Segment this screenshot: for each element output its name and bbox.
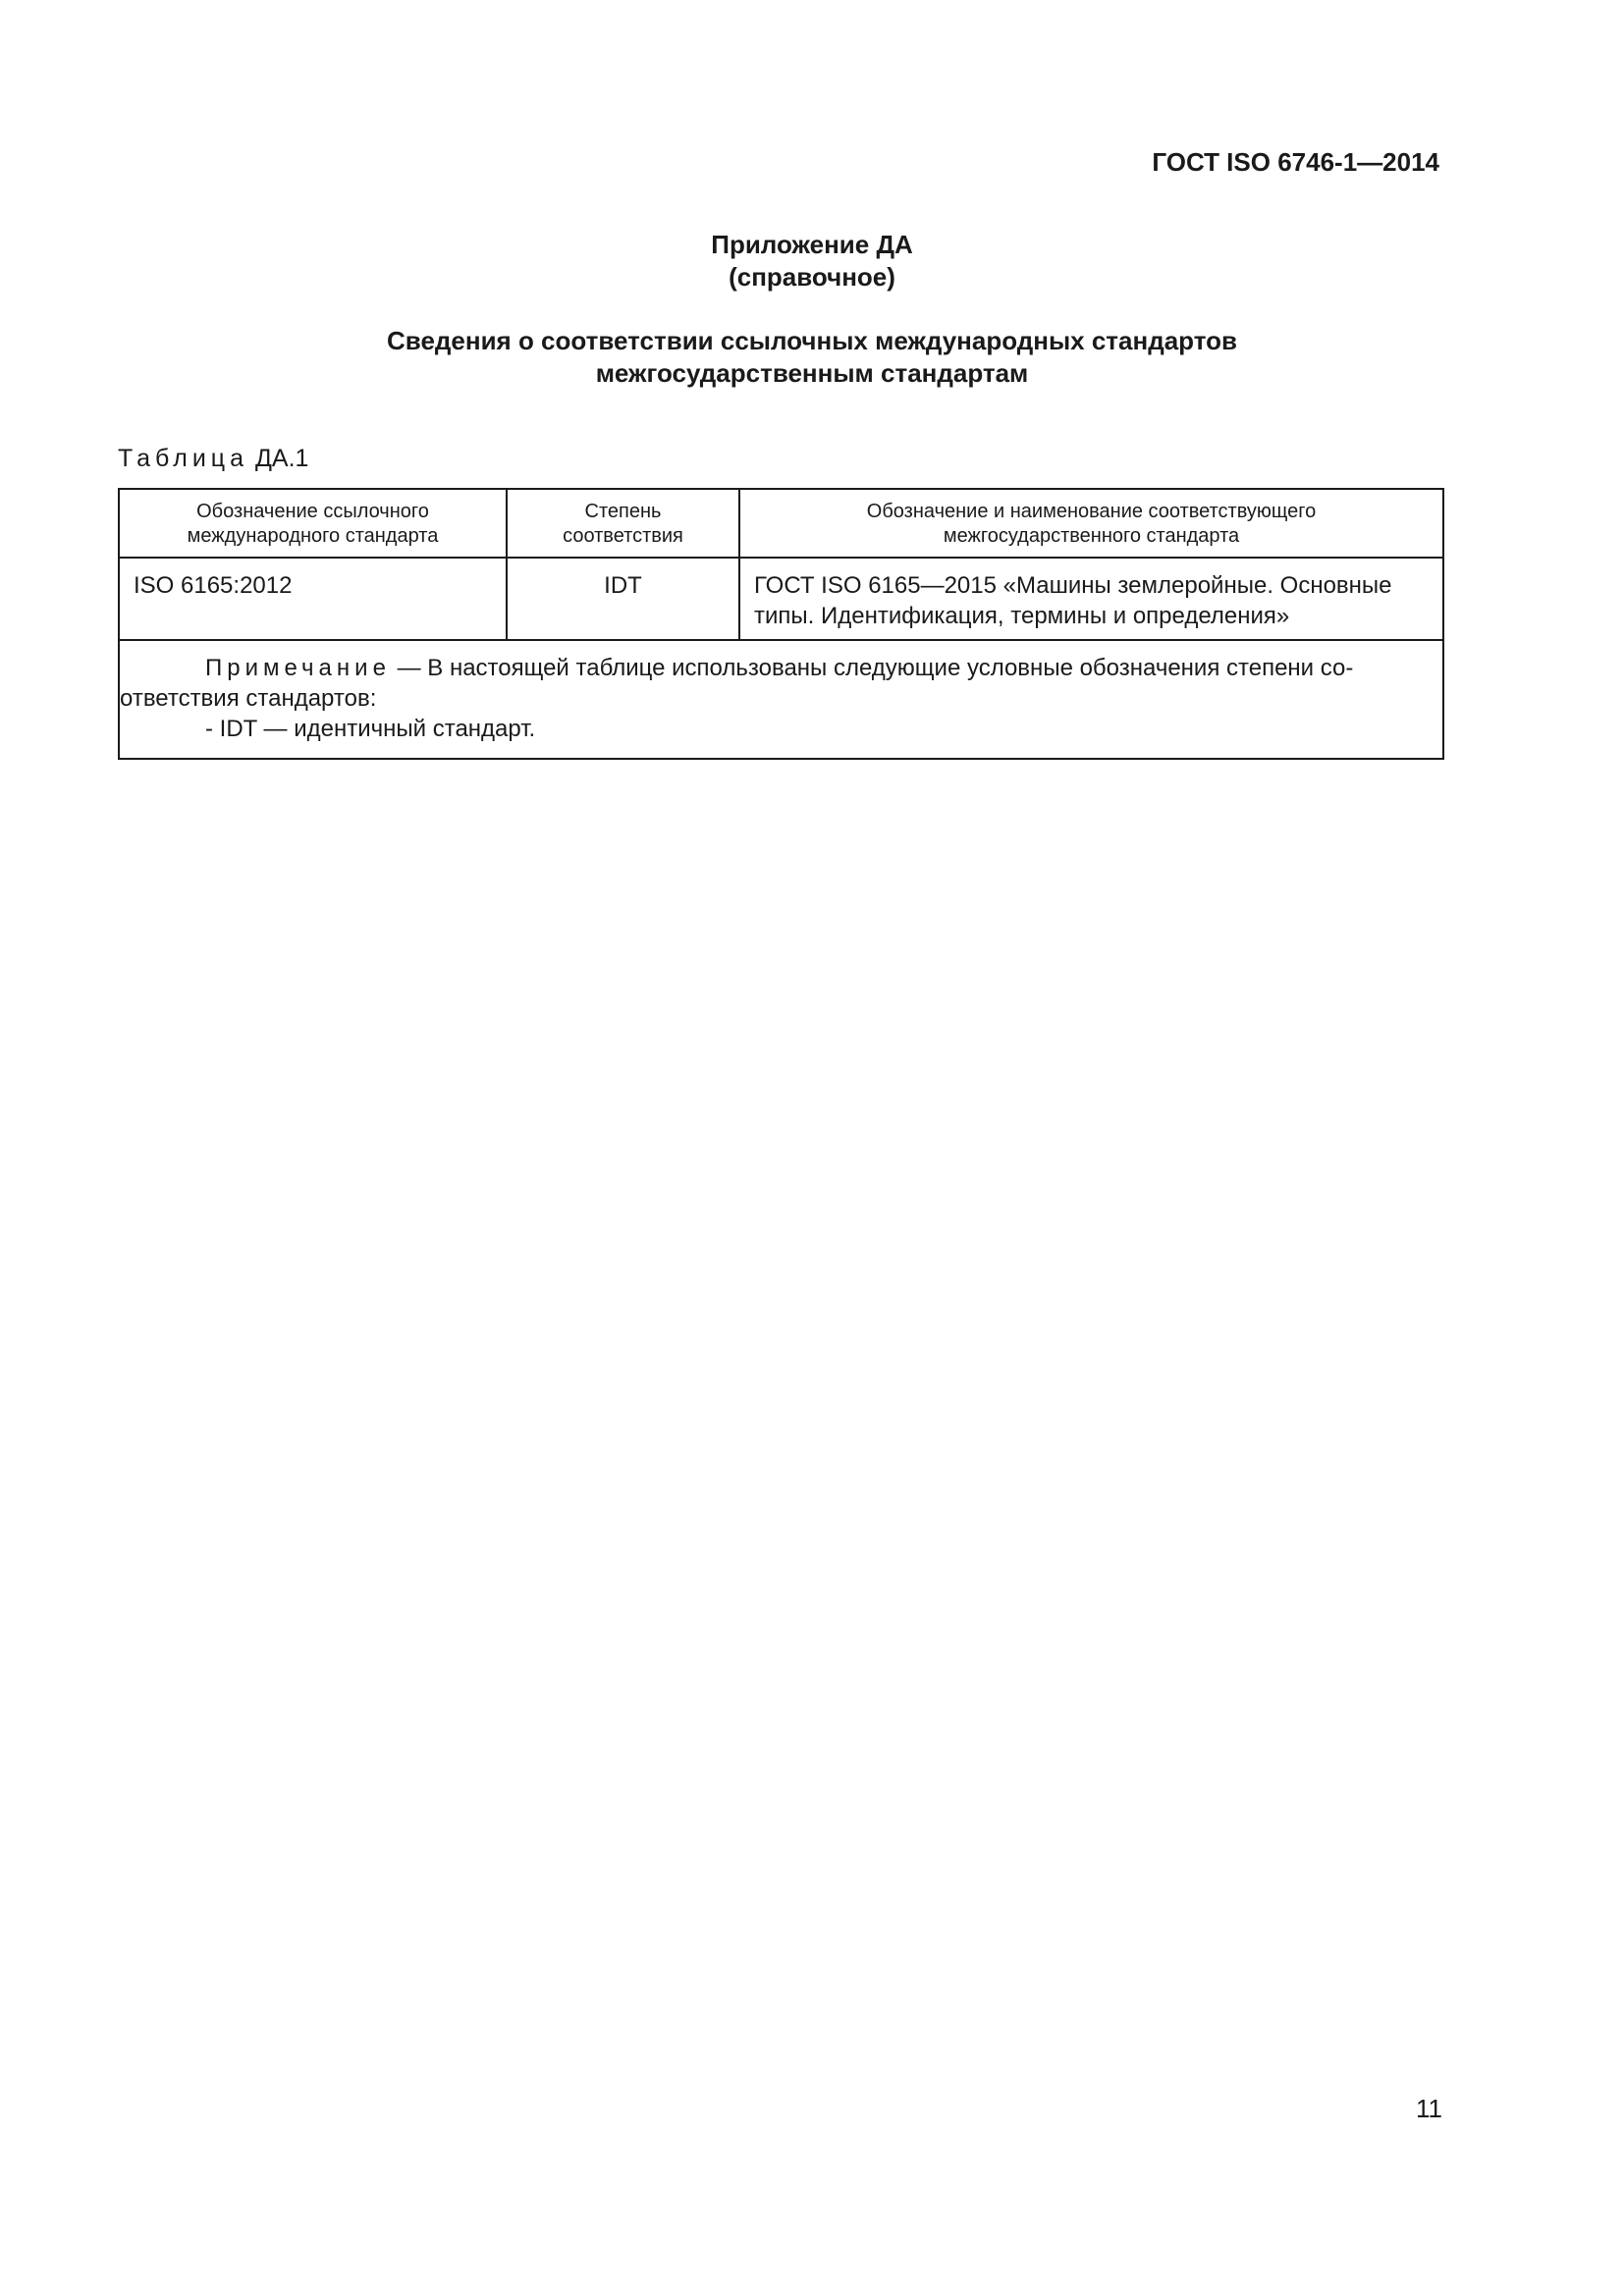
note-dash: — (397, 655, 421, 681)
annex-kind: (справочное) (729, 262, 895, 292)
table-header-row (119, 489, 1443, 558)
note-line: ответствия стандартов: (120, 685, 377, 712)
column-header-line: соответствия (563, 525, 683, 547)
cell-degree: IDT (507, 558, 739, 640)
annex-title: Приложение ДА (711, 230, 913, 259)
note-line: - IDT — идентичный стандарт. (205, 716, 536, 742)
note-label: Примечание (205, 655, 391, 681)
cell-national-standard (739, 558, 1443, 640)
column-header-line: Обозначение ссылочного (196, 501, 429, 522)
table-caption-label: Таблица (118, 445, 249, 472)
column-header-reference-standard (119, 489, 507, 558)
annex-heading-line2: межгосударственным стандартам (595, 358, 1029, 388)
table-caption-number: ДА.1 (254, 445, 309, 472)
column-header-line: Степень (584, 501, 662, 522)
table-note (119, 640, 1443, 759)
note-line (120, 653, 1429, 683)
page-number: 11 (1416, 2094, 1442, 2123)
column-header-line: Обозначение и наименование соответствующего (866, 501, 1317, 522)
cell-reference-standard: ISO 6165:2012 (119, 558, 507, 640)
standards-correspondence-table (118, 488, 1444, 760)
note-text: В настоящей таблице использованы следующие условные обозначения степени со- (427, 655, 1354, 681)
table-caption (118, 444, 308, 473)
column-header-line: международного стандарта (187, 525, 439, 547)
cell-national-standard-line: ГОСТ ISO 6165—2015 «Машины землеройные. Основные (754, 572, 1392, 599)
table-row (119, 558, 1443, 640)
document-code: ГОСТ ISO 6746-1—2014 (1152, 147, 1439, 177)
table-note-row (119, 640, 1443, 759)
cell-national-standard-line: типы. Идентификация, термины и определения» (754, 603, 1290, 629)
column-header-degree (507, 489, 739, 558)
column-header-national-standard (739, 489, 1443, 558)
annex-heading-line1: Сведения о соответствии ссылочных международных стандартов (387, 326, 1237, 355)
column-header-line: межгосударственного стандарта (943, 525, 1240, 547)
